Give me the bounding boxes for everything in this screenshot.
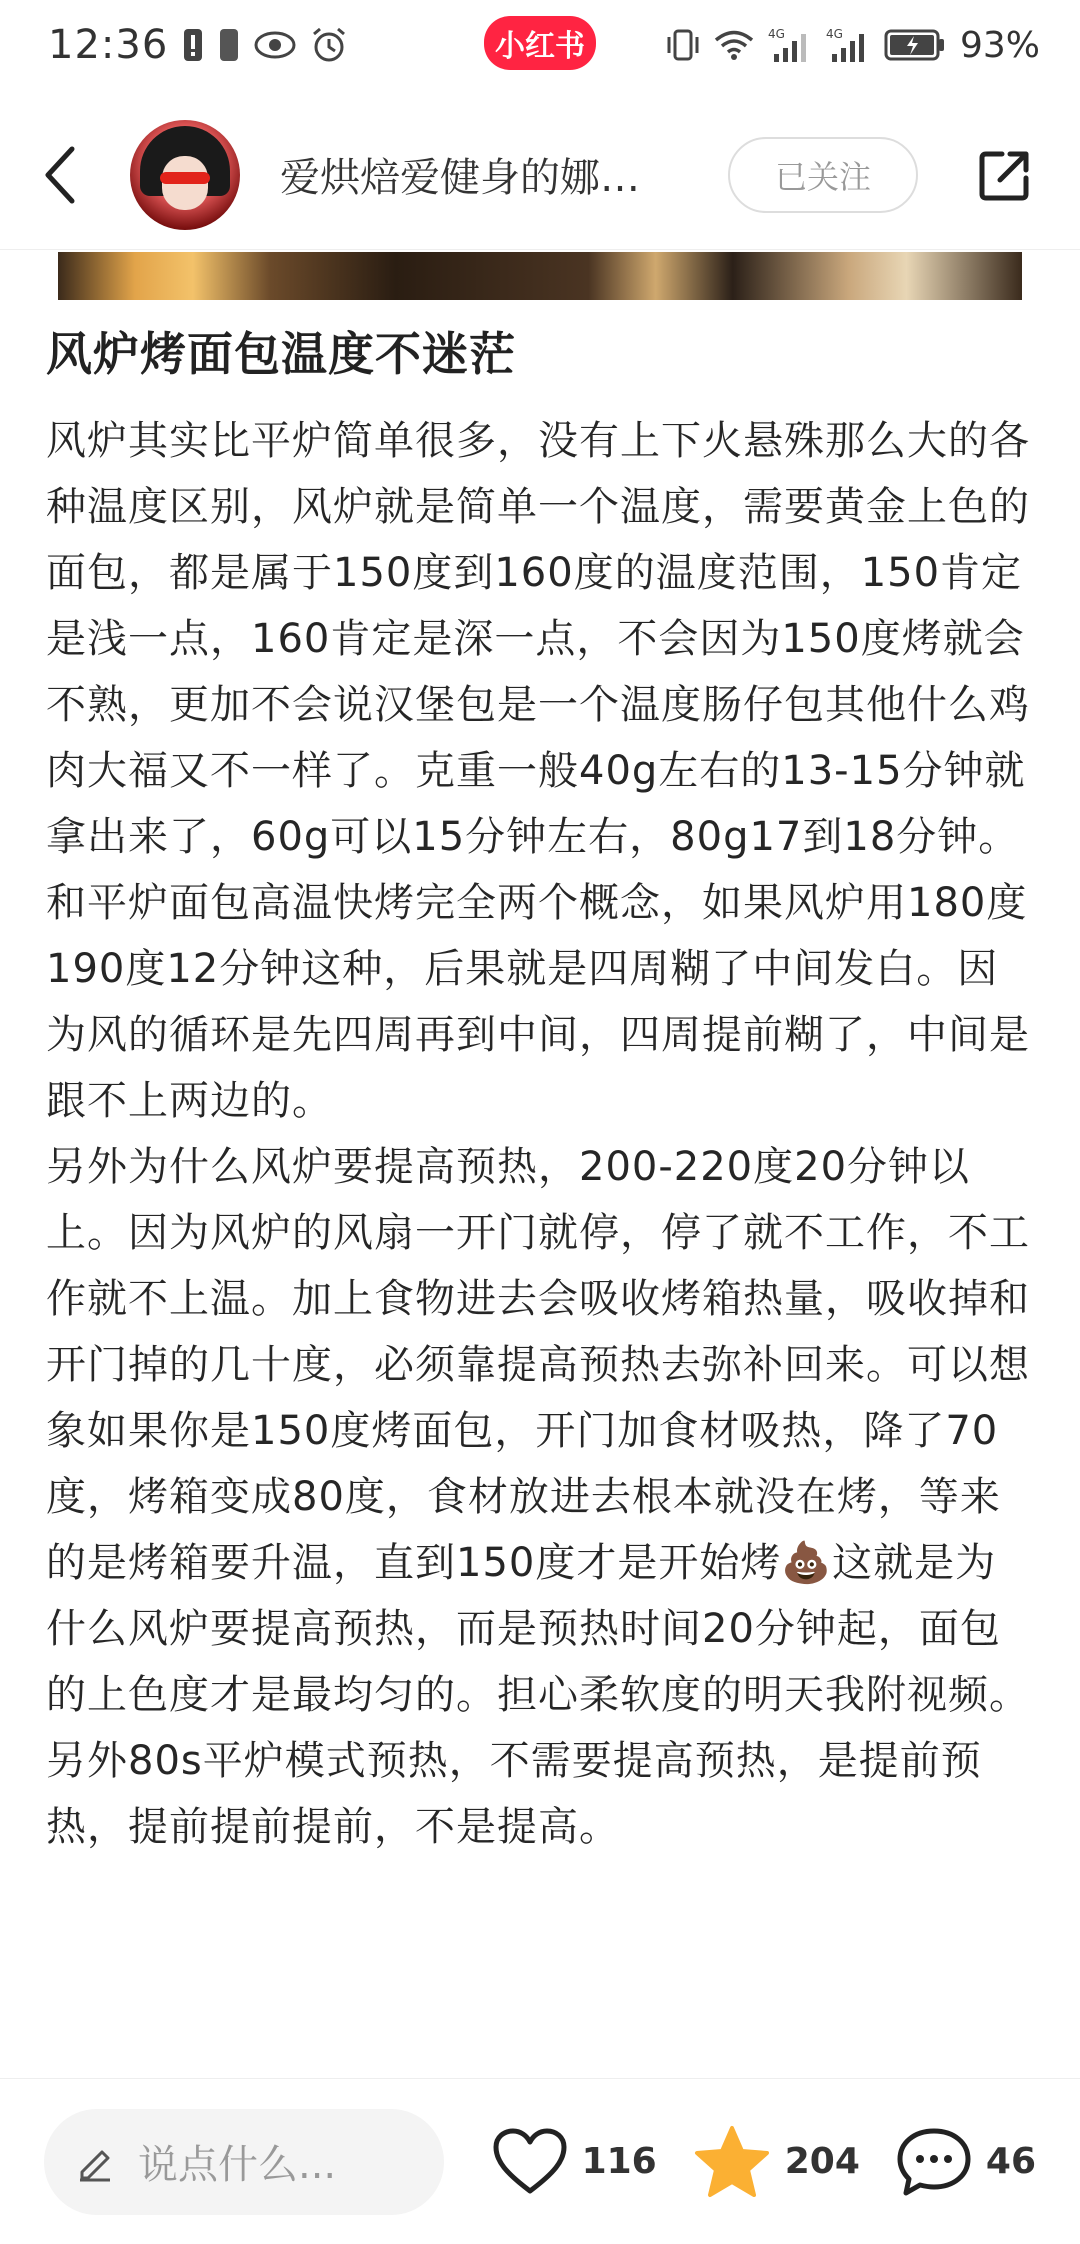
author-name[interactable]: 爱烘焙爱健身的娜… xyxy=(280,155,640,201)
engagement-bar xyxy=(0,2078,1080,2244)
status-bar xyxy=(0,0,1080,90)
chevron-left-icon xyxy=(40,143,80,207)
comment-bubble-icon xyxy=(896,2125,972,2199)
comment-input[interactable] xyxy=(44,2109,444,2215)
back-button[interactable] xyxy=(40,135,100,215)
share-button[interactable] xyxy=(970,140,1040,210)
note-body xyxy=(46,408,1036,1860)
status-time: 12:36 xyxy=(48,22,169,68)
collect-button[interactable] xyxy=(693,2125,860,2199)
signal-label: 4G xyxy=(767,27,785,41)
follow-button[interactable]: 已关注 xyxy=(728,137,918,213)
battery-icon xyxy=(884,28,946,62)
note-paragraph: 另外80s平炉模式预热，不需要提高预热，是提前预热，提前提前提前，不是提高。 xyxy=(46,1738,982,1850)
battery-percent: 93% xyxy=(959,24,1040,66)
status-left xyxy=(48,22,348,68)
vibrate-icon xyxy=(666,27,700,63)
star-icon xyxy=(693,2125,771,2199)
pencil-icon xyxy=(74,2142,114,2182)
share-icon xyxy=(976,146,1034,204)
alarm-icon xyxy=(310,26,348,64)
wifi-icon xyxy=(714,29,754,61)
note-image[interactable] xyxy=(58,252,1022,300)
note-paragraph: 风炉其实比平炉简单很多，没有上下火悬殊那么大的各种温度区别，风炉就是简单一个温度，需要黄金上色的面包，都是属于150度到160度的温度范围，150肯定是浅一点，160肯定是深一点，不会因为150度烤就会不熟，更加不会说汉堡包是一个温度肠仔包其他什么鸡肉大福又不一样了。克重一般40g左右的13-15分钟就拿出来了，60g可以15分钟左右，80g17到18分钟。和平炉面包高温快烤完全两个概念，如果风炉用180度190度12分钟这种，后果就是四周糊了中间发白。因为风的循环是先四周再到中间，四周提前糊了，中间是跟不上两边的。 xyxy=(46,418,1030,1124)
like-button[interactable] xyxy=(492,2127,657,2197)
signal-icon-2 xyxy=(826,26,870,64)
signal-icon xyxy=(768,26,812,64)
sim-icon xyxy=(218,27,240,63)
app-badge: 小红书 xyxy=(484,16,596,70)
alert-icon xyxy=(182,27,204,63)
signal-label-2: 4G xyxy=(825,27,843,41)
collect-count: 204 xyxy=(784,2141,860,2182)
comment-count: 46 xyxy=(985,2141,1036,2182)
note-content xyxy=(46,322,1036,1860)
author-avatar[interactable] xyxy=(130,120,240,230)
status-right xyxy=(666,25,1040,66)
heart-icon xyxy=(492,2127,568,2197)
note-header xyxy=(0,100,1080,250)
note-paragraph: 另外为什么风炉要提高预热，200-220度20分钟以上。因为风炉的风扇一开门就停，停了就不工作，不工作就不上温。加上食物进去会吸收烤箱热量，吸收掉和开门掉的几十度，必须靠提高预热去弥补回来。可以想象如果你是150度烤面包，开门加食材吸热，降了70度，烤箱变成80度，食材放进去根本就没在烤，等来的是烤箱要升温，直到150度才是开始烤💩这就是为什么风炉要提高预热，而是预热时间20分钟起，面包的上色度才是最均匀的。担心柔软度的明天我附视频。 xyxy=(46,1144,1030,1718)
like-count: 116 xyxy=(581,2141,657,2182)
note-title: 风炉烤面包温度不迷茫 xyxy=(46,327,516,381)
comment-button[interactable] xyxy=(896,2125,1036,2199)
comment-placeholder: 说点什么... xyxy=(138,2142,337,2188)
eye-icon xyxy=(254,30,296,60)
